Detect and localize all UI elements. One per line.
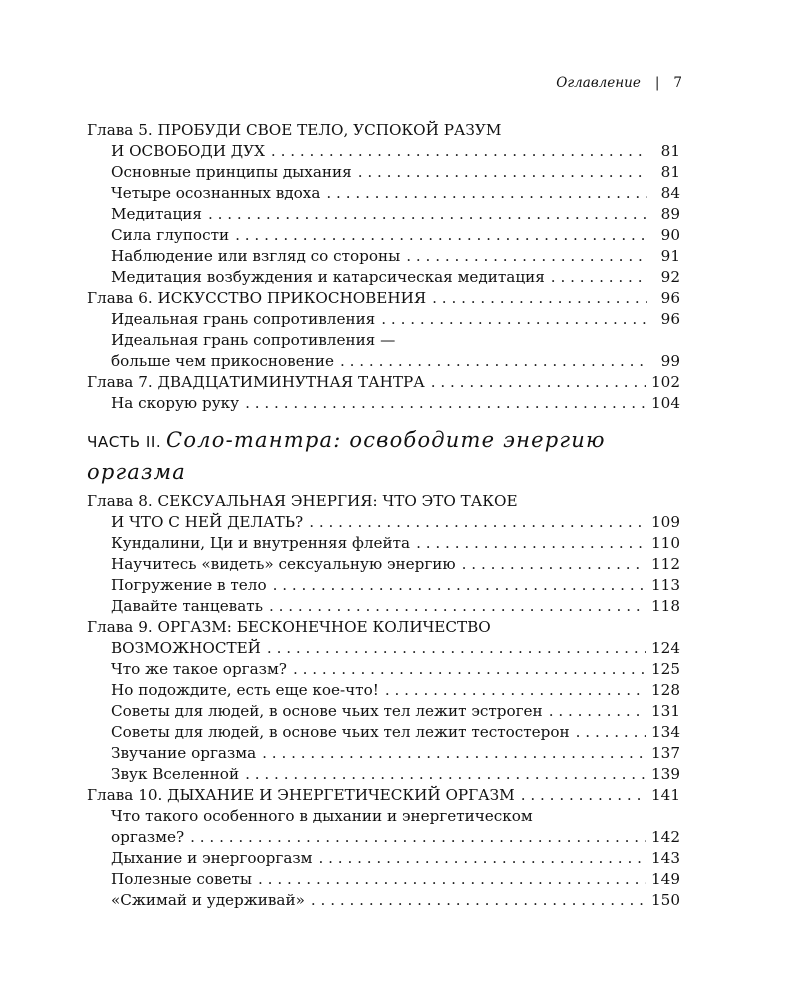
toc-entry[interactable] (111, 183, 680, 204)
dot-leader (258, 869, 646, 890)
dot-leader (576, 722, 646, 743)
dot-leader (262, 743, 646, 764)
toc-entry[interactable] (111, 267, 680, 288)
toc-chapter-8-line2[interactable] (111, 512, 680, 533)
dot-leader (326, 183, 647, 204)
table-of-contents (87, 120, 680, 911)
toc-entry[interactable] (111, 533, 680, 554)
page-number: 141 (651, 786, 680, 804)
dot-leader (311, 890, 646, 911)
page-number: 134 (651, 723, 680, 741)
page-number: 143 (651, 849, 680, 867)
dot-leader (318, 848, 646, 869)
toc-chapter-5-line1[interactable] (87, 120, 680, 141)
entry-title: Научитесь «видеть» сексуальную энергию (111, 555, 456, 573)
entry-title: Медитация (111, 205, 202, 223)
dot-leader (416, 533, 646, 554)
toc-entry[interactable] (111, 722, 680, 743)
entry-title: Дыхание и энергооргазм (111, 849, 313, 867)
page-number: 81 (660, 163, 680, 181)
entry-title: Советы для людей, в основе чьих тел лежит тестостерон (111, 723, 570, 741)
dot-leader (309, 512, 646, 533)
dot-leader (190, 827, 646, 848)
entry-title: Погружение в тело (111, 576, 267, 594)
page-number: 150 (651, 891, 680, 909)
page-number: 96 (660, 289, 680, 307)
entry-title: Звук Вселенной (111, 765, 240, 783)
running-header (556, 75, 682, 91)
toc-entry[interactable] (111, 309, 680, 330)
page-number: 131 (651, 702, 680, 720)
entry-title: Кундалини, Ци и внутренняя флейта (111, 534, 411, 552)
chapter-title: Глава 7. ДВАДЦАТИМИНУТНАЯ ТАНТРА (87, 373, 425, 391)
page-number: 149 (651, 870, 680, 888)
toc-entry[interactable] (111, 659, 680, 680)
page-number: 142 (651, 828, 680, 846)
page-number: 125 (651, 660, 680, 678)
dot-leader (551, 267, 647, 288)
toc-entry[interactable] (111, 743, 680, 764)
toc-entry[interactable] (111, 162, 680, 183)
dot-leader (293, 659, 646, 680)
dot-leader (462, 554, 646, 575)
toc-entry-multiline-1[interactable] (111, 330, 680, 351)
toc-entry-multiline-2[interactable] (111, 351, 680, 372)
toc-entry[interactable] (111, 554, 680, 575)
dot-leader (385, 680, 646, 701)
page-number: 104 (651, 394, 680, 412)
chapter-title: Глава 6. ИСКУССТВО ПРИКОСНОВЕНИЯ (87, 289, 427, 307)
toc-entry[interactable] (111, 596, 680, 617)
toc-entry[interactable] (111, 575, 680, 596)
toc-entry-multiline-1[interactable] (111, 806, 680, 827)
toc-entry[interactable] (111, 869, 680, 890)
chapter-title-cont: И ОСВОБОДИ ДУХ (111, 142, 265, 160)
entry-title: Медитация возбуждения и катарсическая медитация (111, 268, 545, 286)
chapter-title: Глава 5. ПРОБУДИ СВОЕ ТЕЛО, УСПОКОЙ РАЗУМ (87, 121, 502, 139)
dot-leader (340, 351, 647, 372)
entry-title: Но подождите, есть еще кое-что! (111, 681, 379, 699)
entry-title-cont: больше чем прикосновение (111, 352, 334, 370)
page-number: 109 (651, 513, 680, 531)
toc-entry[interactable] (111, 890, 680, 911)
entry-title: Давайте танцевать (111, 597, 263, 615)
toc-entry[interactable] (111, 246, 680, 267)
page-number: 128 (651, 681, 680, 699)
page-number: 91 (660, 247, 680, 265)
header-separator: | (654, 75, 660, 91)
dot-leader (381, 309, 647, 330)
dot-leader (549, 701, 646, 722)
toc-entry[interactable] (111, 701, 680, 722)
toc-entry[interactable] (111, 848, 680, 869)
toc-chapter-5-line2[interactable] (111, 141, 680, 162)
toc-chapter-8-line1[interactable] (87, 491, 680, 512)
entry-title: Идеальная грань сопротивления — (111, 331, 396, 349)
entry-title: На скорую руку (111, 394, 240, 412)
page-number: 113 (651, 576, 680, 594)
entry-title: Идеальная грань сопротивления (111, 310, 376, 328)
toc-entry[interactable] (111, 680, 680, 701)
toc-chapter-9-line1[interactable] (87, 617, 680, 638)
toc-chapter-9-line2[interactable] (111, 638, 680, 659)
dot-leader (521, 785, 646, 806)
dot-leader (245, 393, 646, 414)
toc-entry[interactable] (111, 225, 680, 246)
page-number: 90 (660, 226, 680, 244)
entry-title: Полезные советы (111, 870, 253, 888)
dot-leader (432, 288, 647, 309)
toc-part-2-heading[interactable] (87, 425, 680, 489)
dot-leader (208, 204, 647, 225)
entry-title: Наблюдение или взгляд со стороны (111, 247, 401, 265)
chapter-title: Глава 9. ОРГАЗМ: БЕСКОНЕЧНОЕ КОЛИЧЕСТВО (87, 618, 491, 636)
part-label: ЧАСТЬ II. (87, 433, 162, 451)
page-number: 110 (651, 534, 680, 552)
entry-title: Сила глупости (111, 226, 230, 244)
page-number: 137 (651, 744, 680, 762)
page-number: 112 (651, 555, 680, 573)
entry-title: Основные принципы дыхания (111, 163, 352, 181)
page-number: 139 (651, 765, 680, 783)
entry-title: Звучание оргазма (111, 744, 257, 762)
page-number: 84 (660, 184, 680, 202)
dot-leader (358, 162, 647, 183)
toc-entry-multiline-2[interactable] (111, 827, 680, 848)
header-page-number: 7 (673, 75, 682, 91)
page-number: 89 (660, 205, 680, 223)
entry-title: Что такого особенного в дыхании и энергетическом (111, 807, 533, 825)
dot-leader (235, 225, 647, 246)
page-number: 81 (660, 142, 680, 160)
toc-chapter-7[interactable] (87, 372, 680, 393)
entry-title-cont: оргазме? (111, 828, 185, 846)
part-title: Соло-тантра: освободите энергию оргазма (87, 428, 606, 484)
header-section-title: Оглавление (556, 75, 641, 91)
dot-leader (406, 246, 647, 267)
entry-title: Четыре осознанных вдоха (111, 184, 321, 202)
entry-title: Что же такое оргазм? (111, 660, 287, 678)
dot-leader (431, 372, 646, 393)
toc-chapter-10[interactable] (87, 785, 680, 806)
dot-leader (245, 764, 646, 785)
toc-entry[interactable] (111, 204, 680, 225)
page-number: 124 (651, 639, 680, 657)
dot-leader (271, 141, 647, 162)
page-number: 92 (660, 268, 680, 286)
chapter-title: Глава 10. ДЫХАНИЕ И ЭНЕРГЕТИЧЕСКИЙ ОРГАЗМ (87, 786, 515, 804)
page-number: 99 (660, 352, 680, 370)
chapter-title: Глава 8. СЕКСУАЛЬНАЯ ЭНЕРГИЯ: ЧТО ЭТО ТАКОЕ (87, 492, 518, 510)
dot-leader (269, 596, 646, 617)
chapter-title-cont: И ЧТО С НЕЙ ДЕЛАТЬ? (111, 513, 304, 531)
toc-chapter-6[interactable] (87, 288, 680, 309)
entry-title: Советы для людей, в основе чьих тел лежит эстроген (111, 702, 543, 720)
page-number: 102 (651, 373, 680, 391)
dot-leader (267, 638, 646, 659)
toc-entry[interactable] (111, 764, 680, 785)
page-number: 96 (660, 310, 680, 328)
chapter-title-cont: ВОЗМОЖНОСТЕЙ (111, 639, 261, 657)
page-number: 118 (651, 597, 680, 615)
toc-entry[interactable] (111, 393, 680, 414)
dot-leader (273, 575, 646, 596)
entry-title: «Сжимай и удерживай» (111, 891, 305, 909)
